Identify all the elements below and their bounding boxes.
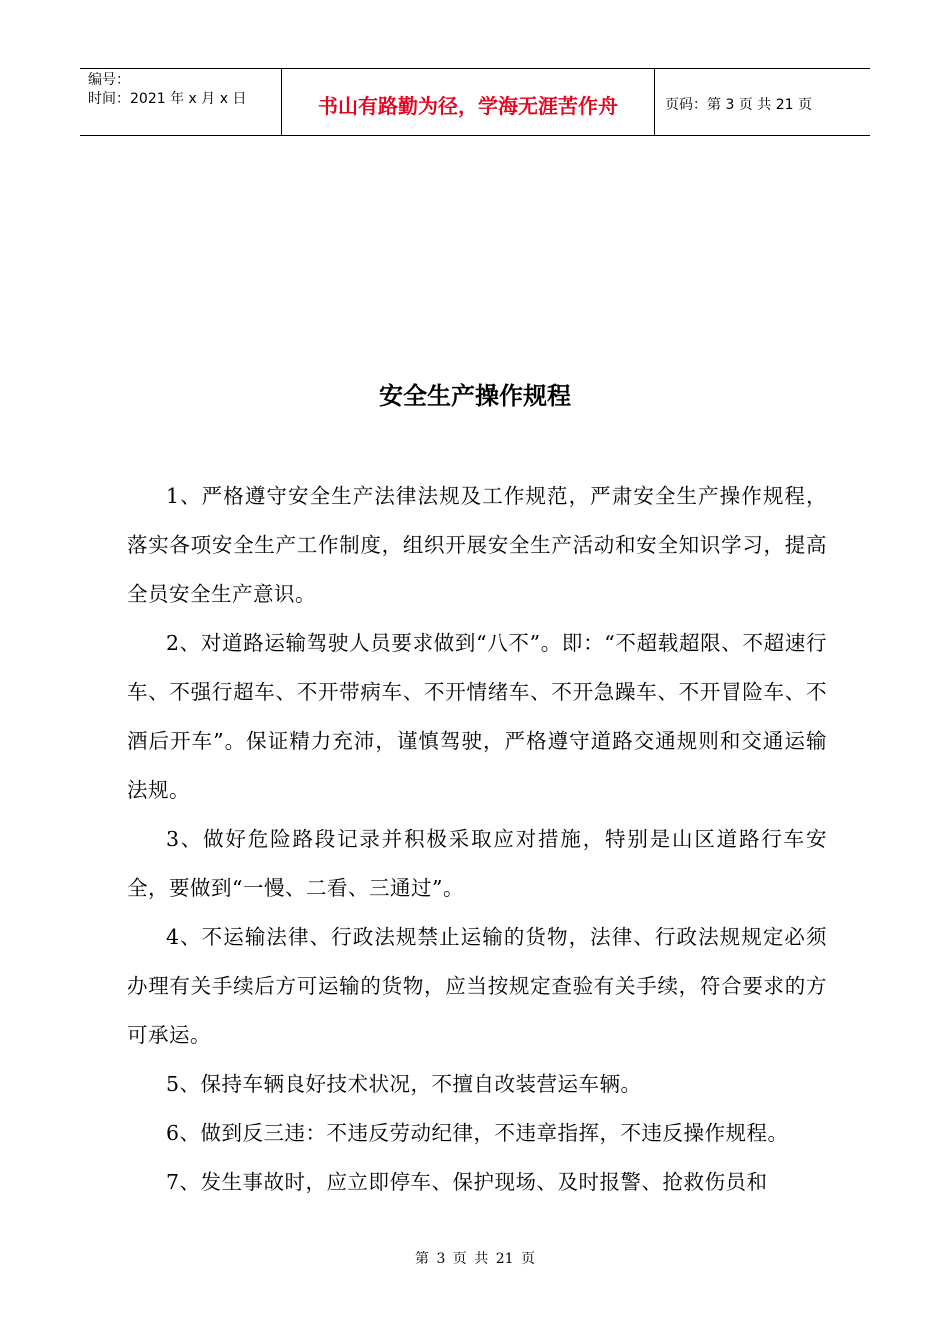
header-meta — [80, 69, 282, 135]
paragraph-3: 3、做好危险路段记录并积极采取应对措施，特别是山区道路行车安全，要做到“一慢、二看、三通过”。 — [127, 827, 827, 900]
document-header — [80, 68, 870, 136]
paragraph-5: 5、保持车辆良好技术状况，不擅自改装营运车辆。 — [165, 1072, 642, 1096]
paragraph-4: 4、不运输法律、行政法规禁止运输的货物，法律、行政法规规定必须办理有关手续后方可运输的货物，应当按规定查验有关手续，符合要求的方可承运。 — [127, 925, 827, 1047]
paragraph-6: 6、做到反三违：不违反劳动纪律，不违章指挥，不违反操作规程。 — [165, 1121, 789, 1145]
document-body — [127, 472, 827, 1207]
paragraph-2: 2、对道路运输驾驶人员要求做到“八不”。即：“不超载超限、不超速行车、不强行超车、不开带病车、不开情绪车、不开急躁车、不开冒险车、不酒后开车”。保证精力充沛，谨慎驾驶，严格遵守道路交通规则和交通运输法规。 — [127, 631, 827, 802]
paragraph-1: 1、严格遵守安全生产法律法规及工作规范，严肃安全生产操作规程，落实各项安全生产工作制度，组织开展安全生产活动和安全知识学习，提高全员安全生产意识。 — [127, 484, 827, 606]
header-page-info: 页码：第 3 页 共 21 页 — [665, 97, 812, 113]
header-date: 时间：2021 年 x 月 x 日 — [88, 91, 247, 107]
header-motto: 书山有路勤为径，学海无涯苦作舟 — [282, 69, 655, 135]
page-footer: 第 3 页 共 21 页 — [415, 1251, 535, 1267]
paragraph-7: 7、发生事故时，应立即停车、保护现场、及时报警、抢救伤员和 — [165, 1170, 768, 1194]
document-title: 安全生产操作规程 — [379, 382, 571, 410]
header-number-label: 编号： — [88, 72, 130, 88]
